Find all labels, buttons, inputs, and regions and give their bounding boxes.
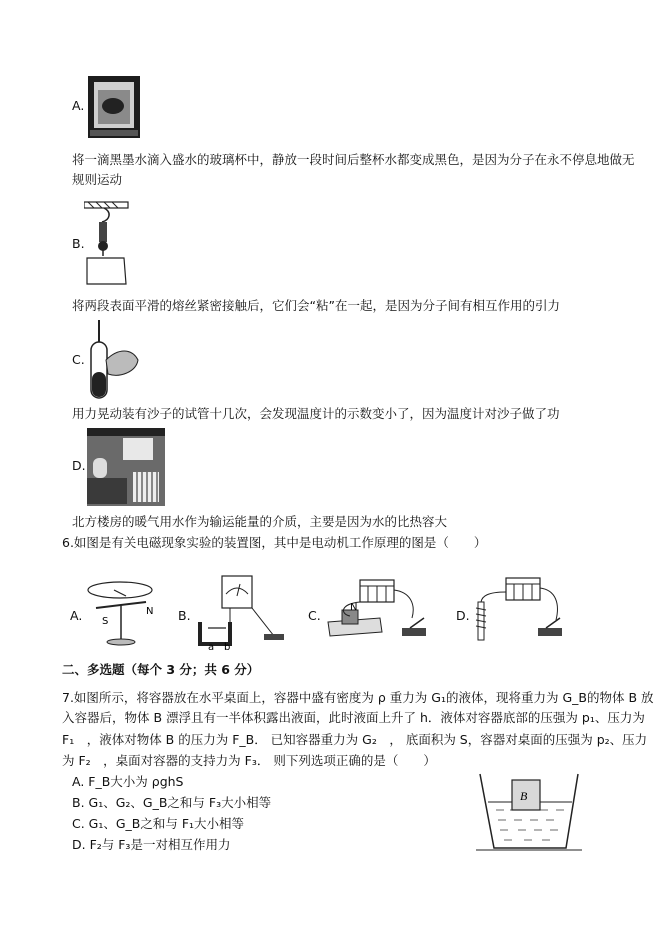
oersted-experiment-figure xyxy=(84,570,164,650)
q6-option-b-label: B. xyxy=(178,608,191,623)
q7-option-a: A. F_B大小为 ρghS xyxy=(72,774,184,789)
option-c-text: 用力晃动装有沙子的试管十几次，会发现温度计的示数变小了，因为温度计对沙子做了功 xyxy=(72,406,560,421)
option-d-text: 北方楼房的暖气用水作为输运能量的介质，主要是因为水的比热容大 xyxy=(72,514,448,529)
question-7-line3: F₁ ，液体对物体 B 的压力为 F_B． 已知容器重力为 G₂ ， 底面积为 S，容器对桌面的压强为 p₂、压力 xyxy=(62,732,648,747)
lead-cylinders-figure xyxy=(84,200,130,288)
test-tube-figure xyxy=(86,320,142,402)
wire-a-label: a xyxy=(208,642,215,653)
q7-option-d: D. F₂与 F₃是一对相互作用力 xyxy=(72,837,231,852)
ink-diffusion-photo xyxy=(88,76,140,138)
option-d-label: D. xyxy=(72,458,86,473)
q7-option-c: C. G₁、G_B之和与 F₁大小相等 xyxy=(72,816,245,831)
north-pole-label: N xyxy=(146,606,154,617)
radiator-room-photo xyxy=(87,428,165,506)
section-2-heading: 二、多选题（每个 3 分；共 6 分） xyxy=(62,662,260,677)
question-6-stem: 6.如图是有关电磁现象实验的装置图，其中是电动机工作原理的图是（ ） xyxy=(62,535,487,550)
motor-experiment-figure xyxy=(320,574,432,652)
option-b-text: 将两段表面平滑的熔丝紧密接触后，它们会“粘”在一起，是因为分子间有相互作用的引力 xyxy=(72,298,560,313)
option-a-text-line1: 将一滴黑墨水滴入盛水的玻璃杯中，静放一段时间后整杯水都变成黑色，是因为分子在永不停息地做无 xyxy=(72,152,635,167)
q6-option-c-label: C. xyxy=(308,608,321,623)
option-a-label: A. xyxy=(72,98,85,113)
option-b-label: B. xyxy=(72,236,85,251)
container-with-floating-block-figure xyxy=(474,764,584,854)
south-pole-label: S xyxy=(102,616,109,627)
option-a-text-line2: 规则运动 xyxy=(72,172,123,187)
q6-option-d-label: D. xyxy=(456,608,470,623)
motor-north-label: N xyxy=(350,602,358,613)
question-7-line1: 7.如图所示，将容器放在水平桌面上，容器中盛有密度为 ρ 重力为 G₁的液体，现将重力为 G_B的物体 B 放 xyxy=(62,690,654,705)
electromagnet-figure xyxy=(470,572,570,648)
question-7-line2: 入容器后，物体 B 漂浮且有一半体积露出液面，此时液面上升了 h．液体对容器底部的压强为 p₁、压力为 xyxy=(62,710,645,725)
option-c-label: C. xyxy=(72,352,85,367)
q7-option-b: B. G₁、G₂、G_B之和与 F₃大小相等 xyxy=(72,795,272,810)
q6-option-a-label: A. xyxy=(70,608,83,623)
question-7-line4: 为 F₂ ，桌面对容器的支持力为 F₃． 则下列选项正确的是（ ） xyxy=(62,753,436,768)
wire-b-label: b xyxy=(224,642,231,653)
induction-galvanometer-figure xyxy=(194,574,294,654)
block-b-label: B xyxy=(520,789,528,803)
